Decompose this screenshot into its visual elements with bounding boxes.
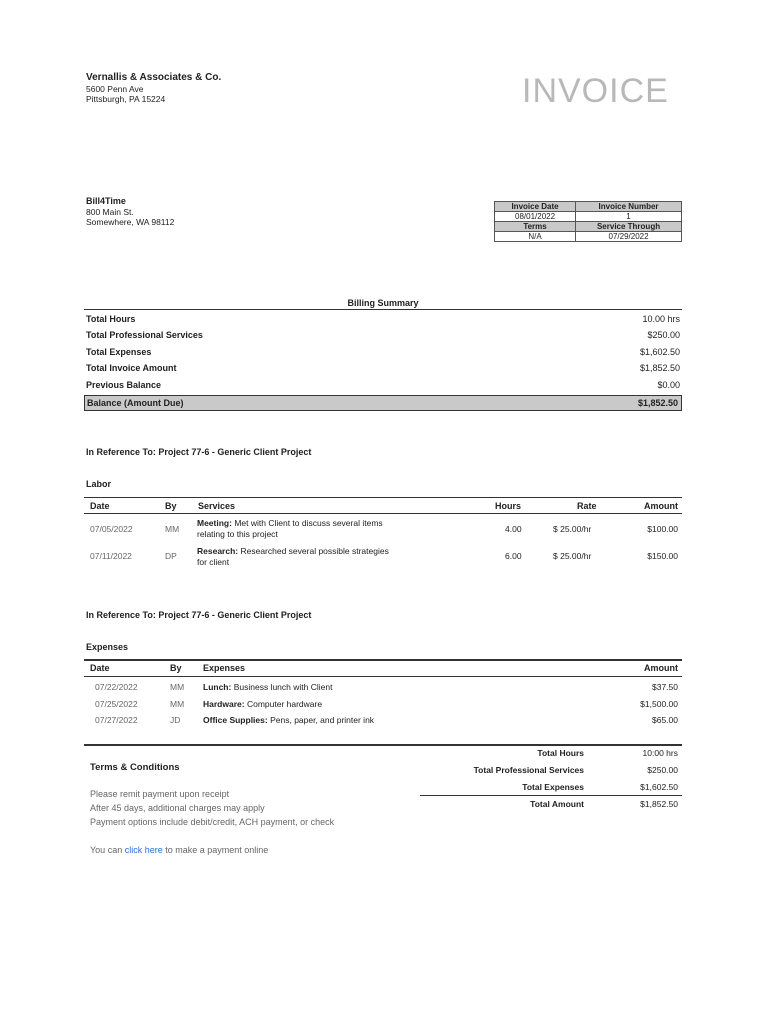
- expense-text: Pens, paper, and printer ink: [270, 715, 375, 725]
- payment-prefix: You can: [90, 845, 123, 855]
- expense-by: JD: [170, 715, 181, 725]
- summary-row: [84, 347, 682, 363]
- terms-line: Payment options include debit/credit, ACH payment, or check: [90, 817, 335, 827]
- terms-value: N/A: [495, 232, 576, 242]
- terms-line: Please remit payment upon receipt: [90, 789, 230, 799]
- bill-to-address: [86, 207, 174, 227]
- summary-value: $0.00: [657, 380, 680, 390]
- terms-label: Terms: [495, 222, 576, 232]
- expense-date: 07/22/2022: [95, 682, 138, 692]
- total-expenses-label: Total Expenses: [522, 782, 584, 792]
- invoice-meta-table: [494, 201, 682, 242]
- expense-type: Lunch:: [203, 682, 232, 692]
- expense-text: Business lunch with Client: [233, 682, 333, 692]
- summary-row: [84, 363, 682, 379]
- labor-service-type: Meeting:: [197, 518, 232, 528]
- labor-date: 07/11/2022: [90, 551, 132, 561]
- terms-line: After 45 days, additional charges may apply: [90, 803, 265, 813]
- invoice-number-label: Invoice Number: [576, 202, 682, 212]
- expense-amount: $1,500.00: [640, 699, 678, 709]
- labor-service-desc2: relating to this project: [197, 529, 278, 539]
- labor-header-hours: Hours: [495, 501, 522, 511]
- expense-date: 07/27/2022: [95, 715, 138, 725]
- expenses-table-header-rule: [84, 676, 682, 677]
- summary-label: Previous Balance: [86, 380, 162, 390]
- totals-separator: [420, 795, 682, 796]
- labor-rate: $ 25.00/hr: [553, 551, 592, 561]
- labor-by: MM: [165, 524, 180, 534]
- expenses-section-title: Expenses: [86, 642, 129, 652]
- summary-row: [84, 380, 682, 396]
- balance-due-row: [84, 395, 682, 411]
- labor-hours: 4.00: [505, 524, 522, 534]
- expense-type: Hardware:: [203, 699, 245, 709]
- labor-header-date: Date: [90, 501, 110, 511]
- total-services-value: $250.00: [647, 765, 678, 775]
- expense-amount: $37.50: [652, 682, 678, 692]
- labor-by: DP: [165, 551, 177, 561]
- expenses-header-expenses: Expenses: [203, 663, 246, 673]
- balance-due-value: $1,852.50: [637, 398, 678, 408]
- service-through: 07/29/2022: [576, 232, 682, 242]
- invoice-date-label: Invoice Date: [495, 202, 576, 212]
- total-amount-label: Total Amount: [530, 799, 584, 809]
- labor-service-desc2: for client: [197, 557, 230, 567]
- total-services-label: Total Professional Services: [473, 765, 584, 775]
- labor-header-amount: Amount: [644, 501, 678, 511]
- summary-label: Total Hours: [86, 314, 136, 324]
- payment-link[interactable]: click here: [124, 845, 163, 855]
- company-address-line2: Pittsburgh, PA 15224: [86, 94, 166, 104]
- labor-rate: $ 25.00/hr: [553, 524, 592, 534]
- labor-service-desc: Met with Client to discuss several items: [234, 518, 383, 528]
- service-through-label: Service Through: [576, 222, 682, 232]
- summary-value: $1,852.50: [639, 363, 680, 373]
- labor-table-top-rule: [84, 497, 682, 498]
- labor-service: [197, 518, 383, 540]
- labor-header-services: Services: [198, 501, 236, 511]
- invoice-number: 1: [576, 212, 682, 222]
- bill-to-address-line1: 800 Main St.: [86, 207, 134, 217]
- labor-amount: $150.00: [647, 551, 678, 561]
- invoice-title: INVOICE: [522, 72, 669, 110]
- totals-rule: [84, 744, 682, 746]
- labor-reference: In Reference To: Project 77-6 - Generic Client Project: [86, 447, 312, 457]
- labor-date: 07/05/2022: [90, 524, 133, 534]
- terms-title: Terms & Conditions: [90, 762, 180, 773]
- summary-label: Total Professional Services: [86, 330, 203, 340]
- expense-type: Office Supplies:: [203, 715, 268, 725]
- expenses-header-date: Date: [90, 663, 110, 673]
- billing-summary-title: Billing Summary: [84, 298, 682, 310]
- expenses-header-amount: Amount: [644, 663, 678, 673]
- bill-to-name: Bill4Time: [86, 196, 126, 206]
- expense-description: [203, 682, 332, 692]
- total-expenses-value: $1,602.50: [640, 782, 678, 792]
- expense-by: MM: [170, 699, 185, 709]
- labor-hours: 6.00: [505, 551, 522, 561]
- summary-value: $250.00: [647, 330, 680, 340]
- summary-value: $1,602.50: [639, 347, 680, 357]
- summary-row: [84, 330, 682, 346]
- labor-service-desc: Researched several possible strategies: [240, 546, 389, 556]
- total-hours-value: 10:00 hrs: [642, 748, 678, 758]
- total-amount-value: $1,852.50: [640, 799, 678, 809]
- summary-value: 10.00 hrs: [642, 314, 680, 324]
- balance-due-label: Balance (Amount Due): [87, 398, 184, 408]
- labor-service: [197, 546, 389, 568]
- company-name: Vernallis & Associates & Co.: [86, 72, 222, 83]
- labor-table-header-rule: [84, 513, 682, 514]
- invoice-date: 08/01/2022: [495, 212, 576, 222]
- total-hours-label: Total Hours: [537, 748, 584, 758]
- expenses-header-by: By: [170, 663, 182, 673]
- expense-description: [203, 715, 374, 725]
- summary-row: [84, 314, 682, 330]
- summary-label: Total Invoice Amount: [86, 363, 177, 373]
- summary-label: Total Expenses: [86, 347, 152, 357]
- labor-section-title: Labor: [86, 479, 112, 489]
- expense-amount: $65.00: [652, 715, 678, 725]
- expense-text: Computer hardware: [246, 699, 323, 709]
- expenses-table-top-rule: [84, 659, 682, 661]
- expense-date: 07/25/2022: [95, 699, 138, 709]
- payment-suffix: to make a payment online: [165, 845, 269, 855]
- labor-amount: $100.00: [647, 524, 678, 534]
- company-address-line1: 5600 Penn Ave: [86, 84, 144, 94]
- labor-service-type: Research:: [197, 546, 239, 556]
- payment-online-text: [90, 845, 268, 855]
- labor-header-by: By: [165, 501, 177, 511]
- labor-header-rate: Rate: [577, 501, 597, 511]
- expense-description: [203, 699, 322, 709]
- company-address: [86, 84, 165, 104]
- expenses-reference: In Reference To: Project 77-6 - Generic Client Project: [86, 610, 312, 620]
- expense-by: MM: [170, 682, 185, 692]
- bill-to-address-line2: Somewhere, WA 98112: [86, 217, 175, 227]
